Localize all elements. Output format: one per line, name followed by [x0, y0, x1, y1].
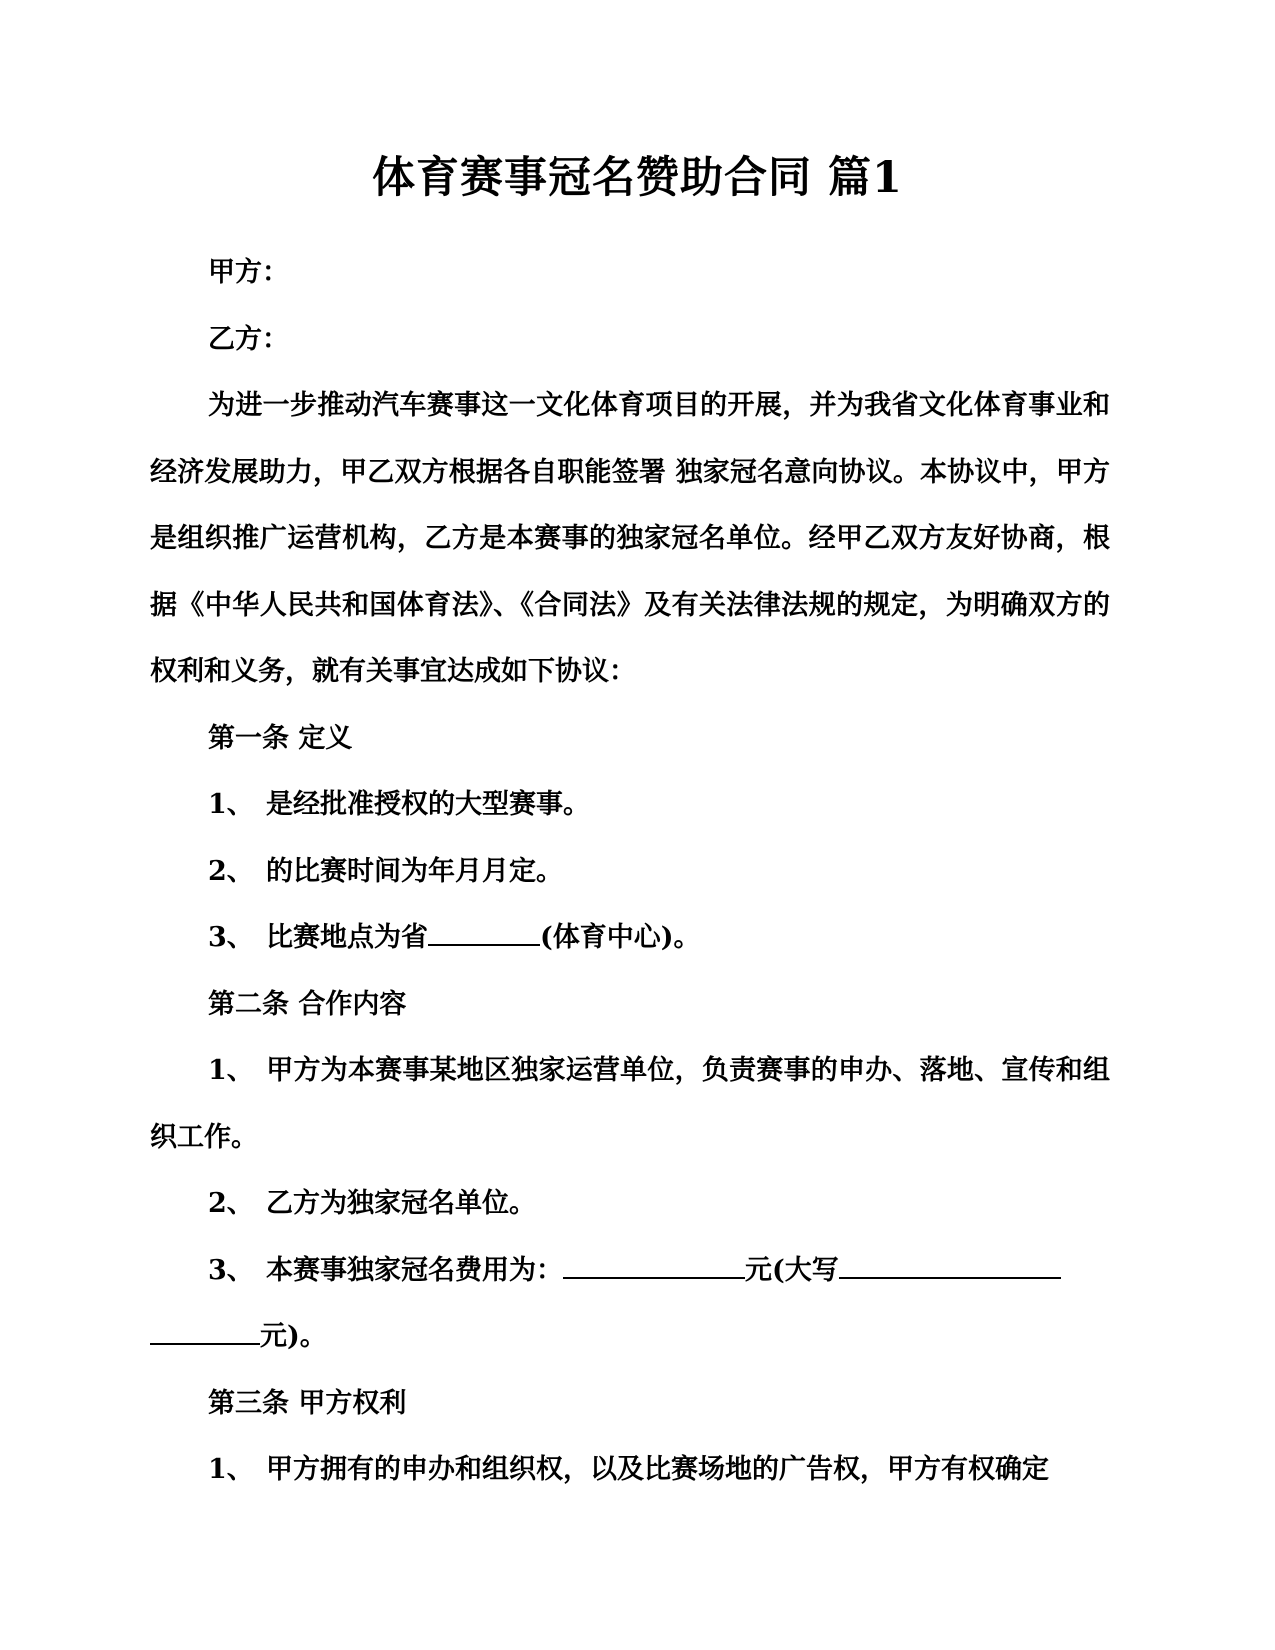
item-text: 元)。	[260, 1321, 327, 1352]
article-1-item-3	[150, 905, 1110, 972]
item-number: 1、	[208, 1055, 254, 1086]
item-text: 比赛地点为省	[266, 922, 428, 953]
item-text: 乙方为独家冠名单位。	[266, 1188, 536, 1219]
article-2-item-1	[150, 1038, 1110, 1171]
item-number: 1、	[208, 1454, 254, 1485]
item-text: 甲方拥有的申办和组织权，以及比赛场地的广告权，甲方有权确定	[266, 1454, 1049, 1485]
item-number: 2、	[208, 855, 254, 887]
item-number: 2、	[208, 1188, 254, 1219]
item-text: (体育中心)。	[540, 922, 701, 953]
article-1-item-2	[150, 839, 1110, 906]
item-number: 3、	[208, 922, 254, 953]
article-2-item-2	[150, 1171, 1110, 1238]
item-text: 的比赛时间为年月月定。	[266, 855, 563, 887]
item-text: 是经批准授权的大型赛事。	[266, 789, 590, 820]
article-2-heading: 第二条 合作内容	[208, 988, 407, 1020]
item-number: 3、	[208, 1254, 254, 1286]
item-number: 1、	[208, 789, 254, 820]
document-title: 体育赛事冠名赞助合同 篇1	[372, 153, 903, 203]
fee-uppercase-blank-line	[839, 1255, 1061, 1279]
preamble-paragraph: 为进一步推动汽车赛事这一文化体育项目的开展，并为我省文化体育事业和经济发展助力，甲乙双方根据各自职能签署 独家冠名意向协议。本协议中，甲方是组织推广运营机构，乙方是本赛事的独家冠名单位。经甲乙双方友好协商，根据《中华人民共和国体育法》、《合同法》及有关法律法规的规定，为明确双方的权利和义务，就有关事宜达成如下协议：	[150, 390, 1110, 687]
article-1-heading: 第一条 定义	[208, 722, 353, 754]
article-2-item-3	[150, 1238, 1110, 1371]
party-b-line: 乙方：	[208, 323, 289, 355]
party-a-line: 甲方：	[208, 257, 289, 288]
venue-blank-line	[428, 922, 540, 946]
fee-amount-blank-line	[563, 1255, 745, 1279]
fee-uppercase-blank-line-cont	[150, 1321, 260, 1345]
article-1-item-1	[150, 772, 1110, 839]
document-body	[150, 240, 1110, 1504]
item-text: 本赛事独家冠名费用为：	[266, 1254, 563, 1286]
article-3-item-1	[150, 1437, 1110, 1504]
item-text: 元(大写	[745, 1254, 839, 1286]
article-3-heading: 第三条 甲方权利	[208, 1387, 407, 1419]
item-text: 甲方为本赛事某地区独家运营单位，负责赛事的申办、落地、宣传和组织工作。	[150, 1055, 1110, 1153]
